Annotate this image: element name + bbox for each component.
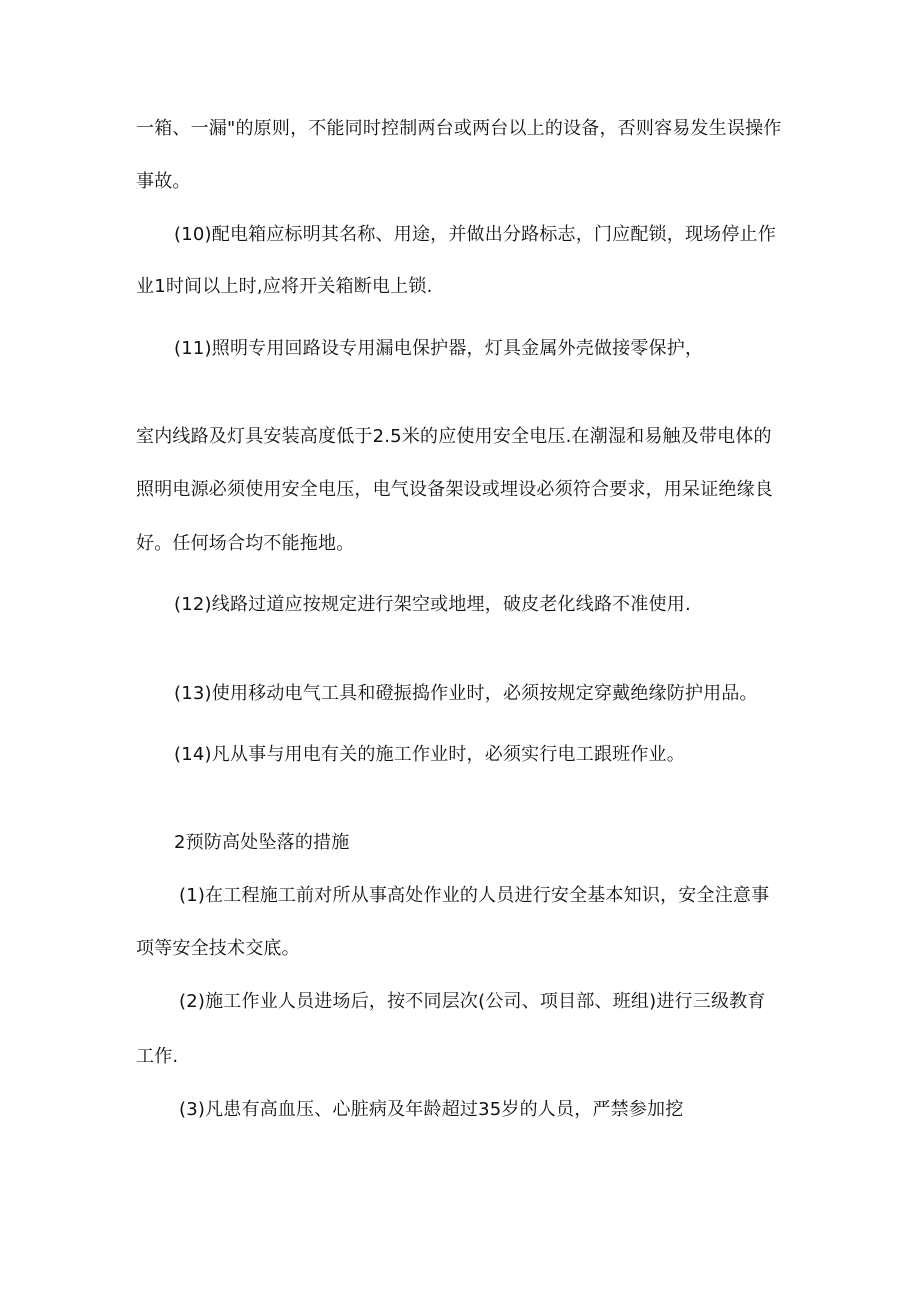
text-line-5: (11)照明专用回路设专用漏电保护器，灯具金属外壳做接零保护，	[174, 338, 704, 359]
text-line-11: (14)凡从事与用电有关的施工作业时，必须实行电工跟班作业。	[174, 744, 685, 765]
text-line-9: (12)线路过道应按规定进行架空或地埋，破皮老化线路不准使用.	[174, 594, 691, 615]
section-heading: 2预防高处坠落的措施	[174, 832, 350, 853]
text-line-16: 工作.	[136, 1046, 179, 1067]
text-line-1: 一箱、一漏"的原则，不能同时控制两台或两台以上的设备，否则容易发生误操作	[136, 118, 782, 139]
text-line-15: (2)施工作业人员进场后，按不同层次(公司、项目部、班组)进行三级教育	[179, 991, 766, 1012]
text-line-17: (3)凡患有高血压、心脏病及年龄超过35岁的人员，严禁参加挖	[179, 1099, 684, 1120]
text-line-14: 项等安全技术交底。	[136, 938, 300, 959]
text-line-6: 室内线路及灯具安装高度低于2.5米的应使用安全电压.在潮湿和易触及带电体的	[136, 426, 772, 447]
text-line-8: 好。任何场合均不能拖地。	[136, 533, 355, 554]
text-line-2: 事故。	[136, 171, 191, 192]
text-line-10: (13)使用移动电气工具和磴振捣作业时，必须按规定穿戴绝缘防护用品。	[174, 683, 758, 704]
text-line-7: 照明电源必须使用安全电压，电气设备架设或埋设必须符合要求，用呆证绝缘良	[136, 479, 773, 500]
text-line-13: (1)在工程施工前对所从事高处作业的人员进行安全基本知识，安全注意事	[179, 885, 770, 906]
text-line-4: 业1时间以上时,应将开关箱断电上锁.	[136, 276, 433, 297]
text-line-3: (10)配电箱应标明其名称、用途，并做出分路标志，门应配锁，现场停止作	[174, 224, 776, 245]
